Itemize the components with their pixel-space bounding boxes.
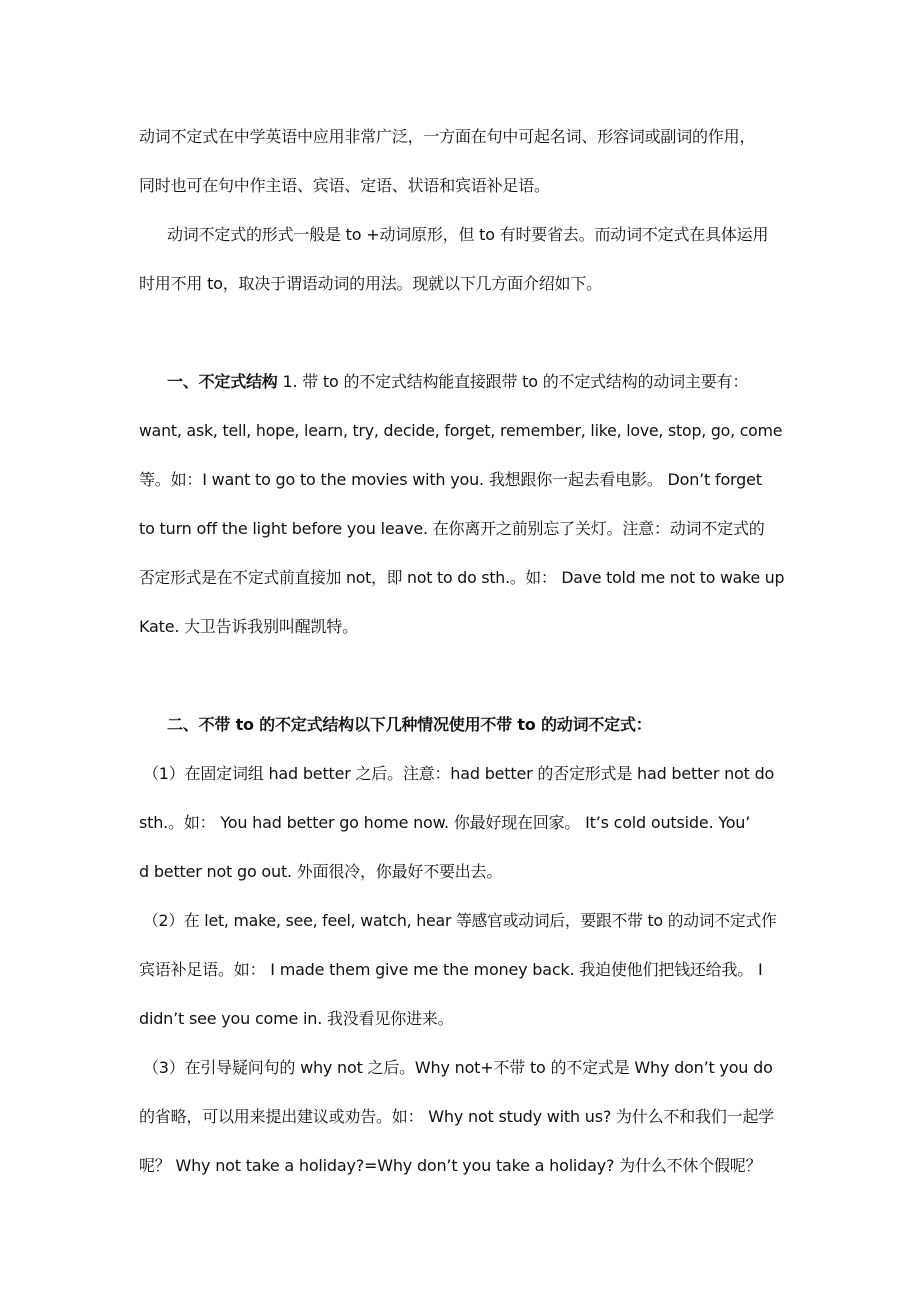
intro-line: 动词不定式的形式一般是 to +动词原形，但 to 有时要省去。而动词不定式在具体运用	[167, 225, 769, 244]
section1-line: 等。如：I want to go to the movies with you. 我想跟你一起去看电影。 Don’t forget	[139, 470, 762, 489]
section2-heading: 二、不带 to 的不定式结构以下几种情况使用不带 to 的动词不定式：	[167, 715, 652, 734]
section2-line: didn’t see you come in. 我没看见你进来。	[139, 1009, 454, 1028]
section1-line: Kate. 大卫告诉我别叫醒凯特。	[139, 617, 358, 636]
section1-line: to turn off the light before you leave. 在你离开之前别忘了关灯。注意：动词不定式的	[139, 519, 765, 538]
section2-line: 的省略，可以用来提出建议或劝告。如： Why not study with us? 为什么不和我们一起学	[139, 1107, 775, 1126]
section2-line: （1）在固定词组 had better 之后。注意：had better 的否定形式是 had better not do	[143, 764, 775, 783]
intro-line: 时用不用 to，取决于谓语动词的用法。现就以下几方面介绍如下。	[139, 274, 602, 293]
intro-line: 动词不定式在中学英语中应用非常广泛，一方面在句中可起名词、形容词或副词的作用，	[139, 127, 756, 146]
section2-line: 宾语补足语。如： I made them give me the money back. 我迫使他们把钱还给我。 I	[139, 960, 763, 979]
section2-line: 呢？ Why not take a holiday?=Why don’t you take a holiday? 为什么不休个假呢？	[139, 1156, 762, 1175]
section1-heading: 一、不定式结构	[167, 372, 278, 391]
section1-first-line	[139, 369, 784, 418]
section1-line: want, ask, tell, hope, learn, try, decide, forget, remember, like, love, stop, go, come	[139, 421, 783, 440]
section2-line: d better not go out. 外面很冷，你最好不要出去。	[139, 862, 503, 881]
section2-line: （2）在 let, make, see, feel, watch, hear 等感官或动词后，要跟不带 to 的动词不定式作	[143, 911, 777, 930]
section1-line: 否定形式是在不定式前直接加 not，即 not to do sth.。如： Dave told me not to wake up	[139, 568, 785, 587]
section2-line: sth.。如： You had better go home now. 你最好现在回家。 It’s cold outside. You’	[139, 813, 751, 832]
intro-line: 同时也可在句中作主语、宾语、定语、状语和宾语补足语。	[139, 176, 550, 195]
document-page	[139, 124, 784, 1202]
section1-line: 1. 带 to 的不定式结构能直接跟带 to 的不定式结构的动词主要有：	[277, 372, 749, 391]
section2-line: （3）在引导疑问句的 why not 之后。Why not+不带 to 的不定式是 Why don’t you do	[143, 1058, 773, 1077]
